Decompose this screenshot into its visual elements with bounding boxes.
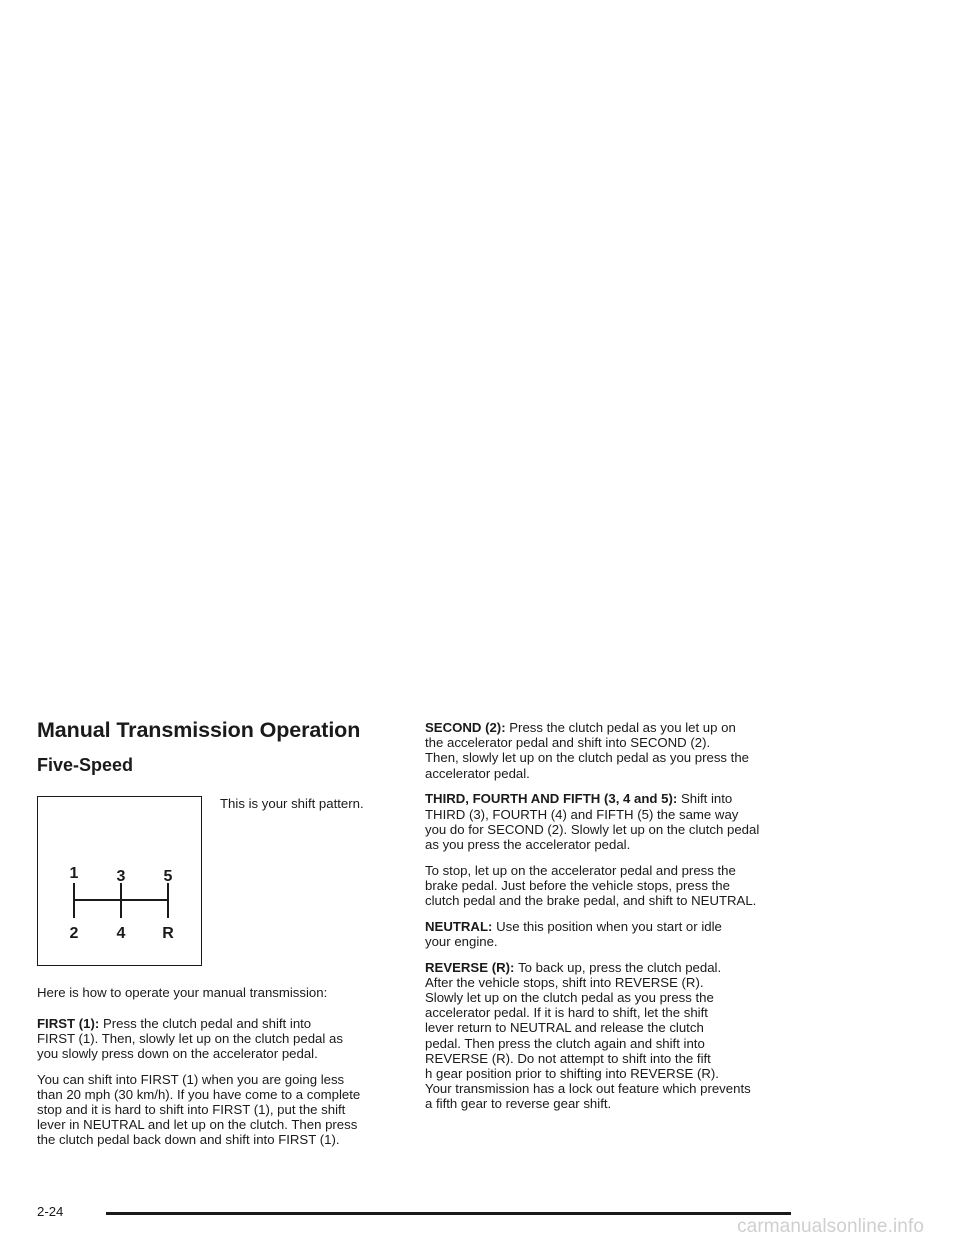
second-gear-lead: SECOND (2): (425, 720, 506, 735)
gear-label-1: 1 (69, 865, 79, 882)
left-column (37, 716, 387, 1148)
subsection-heading: Five-Speed (37, 755, 134, 775)
second-gear-paragraph: SECOND (2): Press the clutch pedal as you let up on the accelerator pedal and shift into SECOND (2). Then, slowly let up on the clutch pedal as you press the accelerator pedal. (425, 720, 750, 781)
gear-label-3: 3 (116, 868, 126, 885)
first-gear-block (37, 1016, 387, 1148)
stopping-paragraph: To stop, let up on the accelerator pedal and press the brake pedal. Just before the vehicle stops, press the clutch pedal and the brake pedal, and shift to NEUTRAL. (425, 862, 757, 909)
reverse-lead: REVERSE (R): (425, 959, 515, 975)
intro-paragraph: Here is how to operate your manual transmission: (37, 985, 328, 1000)
third-fourth-fifth-paragraph: THIRD, FOURTH AND FIFTH (3, 4 and 5): Shift into THIRD (3), FOURTH (4) and FIFTH (5) the same way you do for SECOND (2). Slowly let up on the clutch pedal as you press the accelerator pedal. (425, 791, 760, 852)
page-number: 2-24 (37, 1204, 64, 1219)
gear-label-2: 2 (69, 925, 79, 942)
first-gear-lead: FIRST (1): (37, 1016, 100, 1031)
shift-pattern-figure (37, 796, 202, 966)
figure-caption: This is your shift pattern. (220, 796, 364, 811)
reverse-paragraph: REVERSE (R): To back up, press the clutch pedal. After the vehicle stops, shift into REVERSE (R). Slowly let up on the clutch pedal as you press the accelerator pedal. If it is hard to shift, let the shift lever return to NEUTRAL and release the clutch pedal. Then press the clutch again and shift into REVERSE (R). Do not attempt to shift into the fift h gear position prior to shifting into REVERSE (R). Your transmission has a lock out feature which prevents a fifth gear to reverse gear shift. (425, 959, 751, 1112)
third-fourth-fifth-lead: THIRD, FOURTH AND FIFTH (3, 4 and 5): (425, 791, 678, 807)
footer-rule (106, 1212, 791, 1215)
first-gear-note-paragraph: You can shift into FIRST (1) when you are going less than 20 mph (30 km/h). If you have come to a complete stop and it is hard to shift into FIRST (1), put the shift lever in NEUTRAL and let up on the clutch. Then press the clutch pedal back down and shift into FIRST (1). (37, 1071, 361, 1148)
gear-label-4: 4 (116, 925, 126, 942)
first-gear-paragraph: FIRST (1): Press the clutch pedal and shift into FIRST (1). Then, slowly let up on the clutch pedal as you slowly press down on the accelerator pedal. (37, 1016, 343, 1062)
gear-label-r: R (162, 925, 174, 942)
watermark-text: carmanualsonline.info (737, 1216, 924, 1237)
section-heading: Manual Transmission Operation (37, 718, 361, 742)
neutral-paragraph: NEUTRAL: Use this position when you start or idle your engine. (425, 918, 722, 949)
right-column (425, 720, 795, 1112)
neutral-lead: NEUTRAL: (425, 918, 493, 934)
gear-label-5: 5 (163, 868, 173, 885)
shift-pattern-diagram (38, 797, 203, 967)
